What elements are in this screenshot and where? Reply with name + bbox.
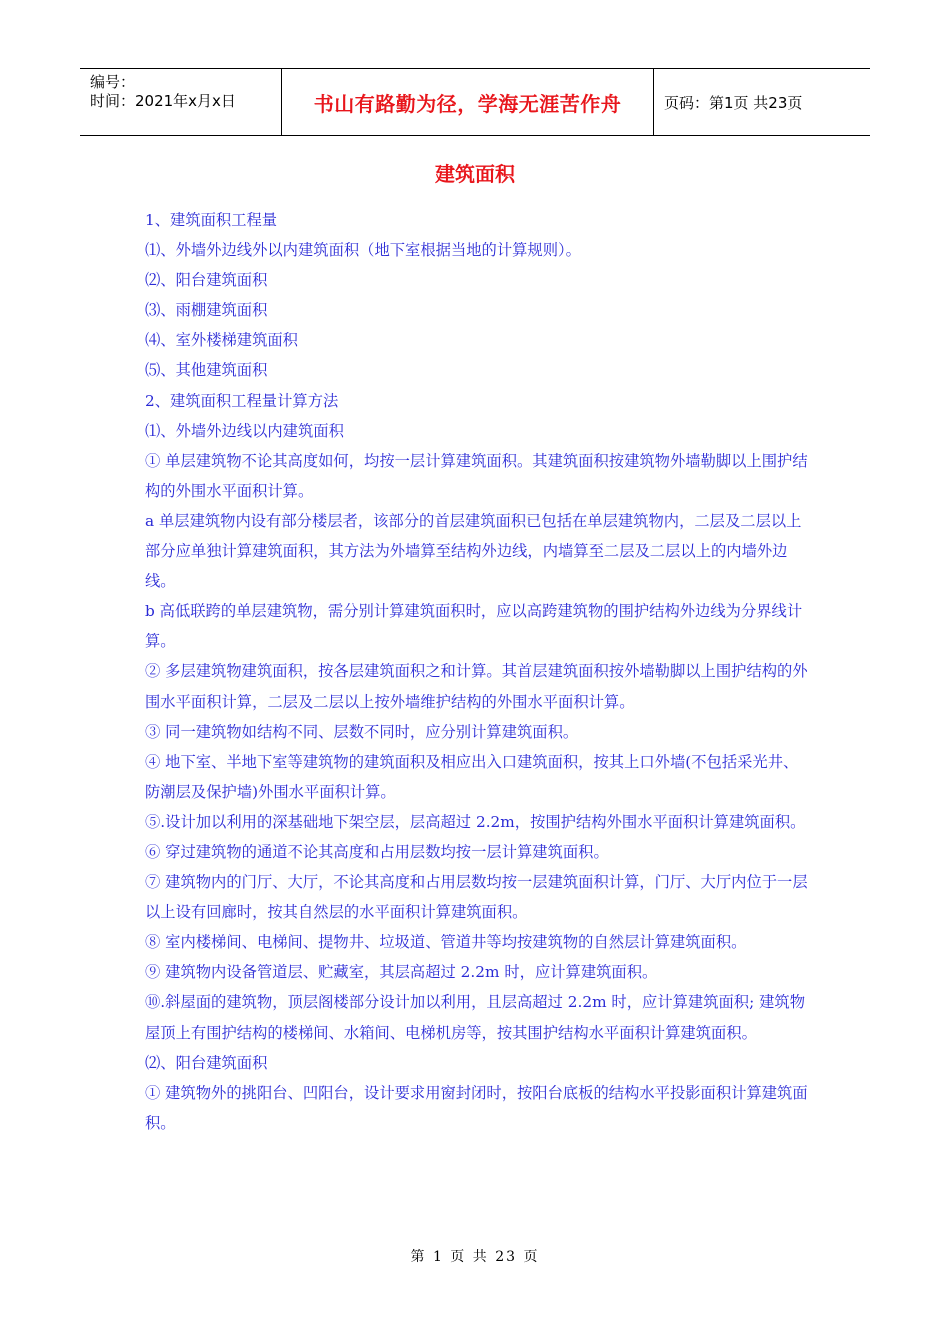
- paragraph: ⑴、外墙外边线以内建筑面积: [145, 421, 344, 440]
- paragraph: 2、建筑面积工程量计算方法: [145, 391, 339, 410]
- paragraph: ② 多层建筑物建筑面积，按各层建筑面积之和计算。其首层建筑面积按外墙勒脚以上围护结构的外围水平面积计算，二层及二层以上按外墙维护结构的外围水平面积计算。: [145, 662, 808, 711]
- paragraph: ④ 地下室、半地下室等建筑物的建筑面积及相应出入口建筑面积，按其上口外墙(不包括采光井、防潮层及保护墙)外围水平面积计算。: [145, 752, 799, 801]
- document-body: [145, 205, 810, 1138]
- page-footer: 第 1 页 共 23 页: [410, 1249, 540, 1265]
- paragraph: ⑴、外墙外边线外以内建筑面积（地下室根据当地的计算规则）。: [145, 241, 581, 260]
- paragraph: ⑧ 室内楼梯间、电梯间、提物井、垃圾道、管道井等均按建筑物的自然层计算建筑面积。: [145, 933, 747, 952]
- paragraph: ⑩.斜屋面的建筑物，顶层阁楼部分设计加以利用，且层高超过 2.2m 时，应计算建筑面积; 建筑物屋顶上有围护结构的楼梯间、水箱间、电梯机房等，按其围护结构水平面积计算建筑面积。: [145, 993, 806, 1042]
- header-meta-cell: [80, 69, 282, 135]
- paragraph: ⑥ 穿过建筑物的通道不论其高度和占用层数均按一层计算建筑面积。: [145, 842, 609, 861]
- document-time-label: 时间：2021年x月x日: [90, 92, 236, 110]
- document-title: 建筑面积: [435, 162, 515, 186]
- paragraph: ⑷、室外楼梯建筑面积: [145, 331, 298, 350]
- paragraph: ① 单层建筑物不论其高度如何，均按一层计算建筑面积。其建筑面积按建筑物外墙勒脚以上围护结构的外围水平面积计算。: [145, 451, 808, 500]
- paragraph: ⑨ 建筑物内设备管道层、贮藏室，其层高超过 2.2m 时，应计算建筑面积。: [145, 963, 658, 982]
- paragraph: ⑵、阳台建筑面积: [145, 1053, 268, 1072]
- document-number-label: 编号：: [90, 73, 136, 91]
- header-page-info: 页码：第1页 共23页: [664, 93, 803, 112]
- paragraph: ⑸、其他建筑面积: [145, 361, 268, 380]
- paragraph: ⑤.设计加以利用的深基础地下架空层，层高超过 2.2m，按围护结构外围水平面积计算建筑面积。: [145, 812, 806, 831]
- header-motto: 书山有路勤为径，学海无涯苦作舟: [282, 69, 654, 135]
- header-table: [80, 68, 870, 136]
- paragraph: b 高低联跨的单层建筑物，需分别计算建筑面积时，应以高跨建筑物的围护结构外边线为分界线计算。: [145, 602, 803, 651]
- paragraph: ⑦ 建筑物内的门厅、大厅，不论其高度和占用层数均按一层建筑面积计算，门厅、大厅内位于一层以上设有回廊时，按其自然层的水平面积计算建筑面积。: [145, 873, 808, 922]
- paragraph: ⑶、雨棚建筑面积: [145, 301, 268, 320]
- paragraph: 1、建筑面积工程量: [145, 211, 278, 229]
- paragraph: ③ 同一建筑物如结构不同、层数不同时，应分别计算建筑面积。: [145, 722, 579, 741]
- paragraph: a 单层建筑物内设有部分楼层者，该部分的首层建筑面积已包括在单层建筑物内，二层及二层以上部分应单独计算建筑面积，其方法为外墙算至结构外边线，内墙算至二层及二层以上的内墙外边线。: [145, 511, 802, 591]
- paragraph: ⑵、阳台建筑面积: [145, 271, 268, 290]
- paragraph: ① 建筑物外的挑阳台、凹阳台，设计要求用窗封闭时，按阳台底板的结构水平投影面积计算建筑面积。: [145, 1083, 808, 1132]
